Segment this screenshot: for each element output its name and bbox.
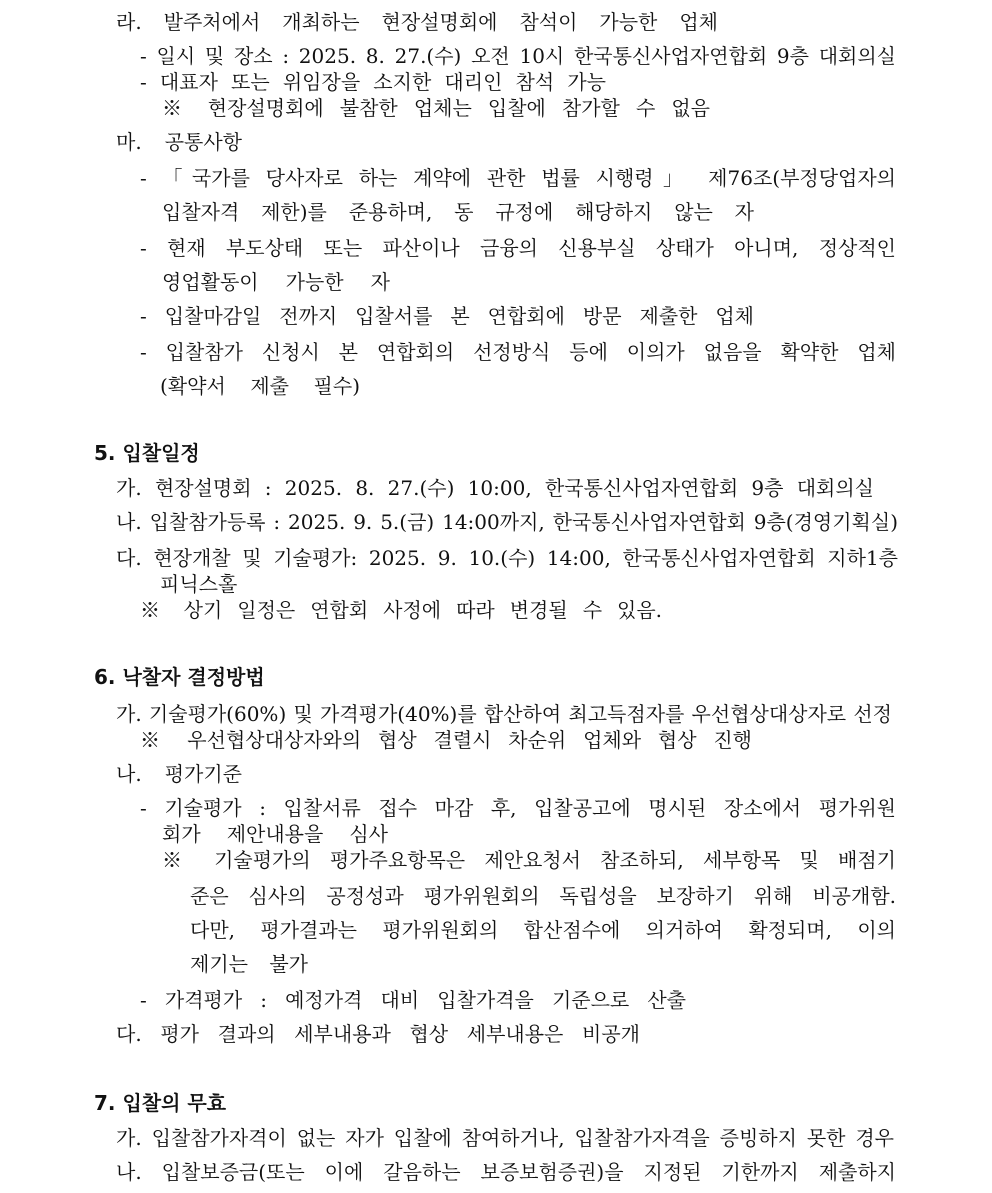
schedule-item: 나. 입찰참가등록 : 2025. 9. 5.(금) 14:00까지, 한국통신사업자연합회 9층(경영기획실) [116, 510, 898, 534]
note: ※ 우선협상대상자와의 협상 결렬시 차순위 업체와 협상 진행 [140, 728, 752, 752]
sub-item: - 일시 및 장소 : 2025. 8. 27.(수) 오전 10시 한국통신사업자연합회 9층 대회의실 [140, 44, 896, 68]
sub-item: - 기술평가 : 입찰서류 접수 마감 후, 입찰공고에 명시된 장소에서 평가위원 [140, 796, 896, 820]
sub-item-cont: 입찰자격 제한)를 준용하며, 동 규정에 해당하지 않는 자 [162, 200, 754, 224]
invalid-item: 가. 입찰참가자격이 없는 자가 입찰에 참여하거나, 입찰참가자격을 증빙하지 못한 경우 [116, 1126, 894, 1150]
note: ※ 현장설명회에 불참한 업체는 입찰에 참가할 수 없음 [162, 96, 710, 120]
method-item: 나. 평가기준 [116, 762, 242, 786]
method-item: 다. 평가 결과의 세부내용과 협상 세부내용은 비공개 [116, 1022, 640, 1046]
method-item: 가. 기술평가(60%) 및 가격평가(40%)를 합산하여 최고득점자를 우선협상대상자로 선정 [116, 702, 892, 726]
section-heading-6: 6. 낙찰자 결정방법 [94, 665, 265, 689]
invalid-item: 나. 입찰보증금(또는 이에 갈음하는 보증보험증권)을 지정된 기한까지 제출하지 [116, 1160, 896, 1184]
sub-item-cont: 영업활동이 가능한 자 [162, 270, 390, 294]
note-cont: 다만, 평가결과는 평가위원회의 합산점수에 의거하여 확정되며, 이의 [190, 918, 896, 942]
note-cont: 제기는 불가 [190, 952, 308, 976]
schedule-item: 가. 현장설명회 : 2025. 8. 27.(수) 10:00, 한국통신사업자연합회 9층 대회의실 [116, 476, 874, 500]
sub-item-cont: (확약서 제출 필수) [160, 374, 360, 398]
section-heading-5: 5. 입찰일정 [94, 441, 200, 465]
schedule-item-cont: 피닉스홀 [160, 572, 238, 596]
sub-item: - 「국가를 당사자로 하는 계약에 관한 법률 시행령」 제76조(부정당업자의 [140, 166, 896, 190]
sub-item: - 가격평가 : 예정가격 대비 입찰가격을 기준으로 산출 [140, 988, 686, 1012]
item-ma: 마. 공통사항 [116, 130, 242, 154]
item-ra: 라. 발주처에서 개최하는 현장설명회에 참석이 가능한 업체 [116, 10, 718, 34]
note: ※ 기술평가의 평가주요항목은 제안요청서 참조하되, 세부항목 및 배점기 [162, 848, 896, 872]
sub-item: - 입찰마감일 전까지 입찰서를 본 연합회에 방문 제출한 업체 [140, 304, 754, 328]
note-cont: 준은 심사의 공정성과 평가위원회의 독립성을 보장하기 위해 비공개함. [190, 884, 896, 908]
sub-item-cont: 회가 제안내용을 심사 [162, 822, 388, 846]
sub-item: - 대표자 또는 위임장을 소지한 대리인 참석 가능 [140, 70, 606, 94]
sub-item: - 현재 부도상태 또는 파산이나 금융의 신용부실 상태가 아니며, 정상적인 [140, 236, 896, 260]
note: ※ 상기 일정은 연합회 사정에 따라 변경될 수 있음. [140, 598, 662, 622]
schedule-item: 다. 현장개찰 및 기술평가: 2025. 9. 10.(수) 14:00, 한국통신사업자연합회 지하1층 [116, 546, 898, 570]
section-heading-7: 7. 입찰의 무효 [94, 1091, 227, 1115]
sub-item: - 입찰참가 신청시 본 연합회의 선정방식 등에 이의가 없음을 확약한 업체 [140, 340, 896, 364]
